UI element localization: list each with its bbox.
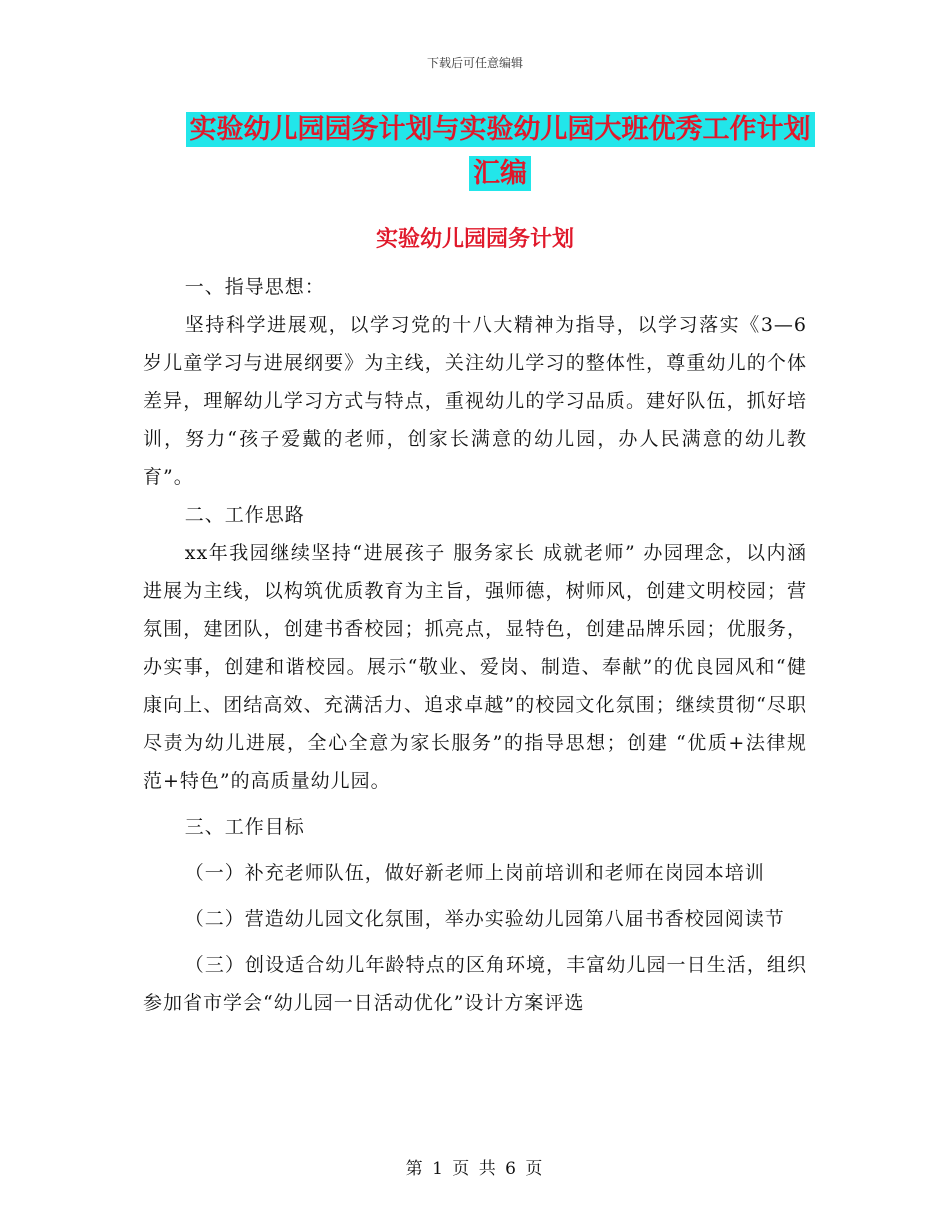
- title-line-1: 实验幼儿园园务计划与实验幼儿园大班优秀工作计划: [186, 112, 815, 147]
- header-note: 下载后可任意编辑: [426, 56, 523, 70]
- document-body: [143, 268, 807, 1022]
- document-title: [140, 108, 860, 196]
- goal-item-1: （一）补充老师队伍，做好新老师上岗前培训和老师在岗园本培训: [184, 862, 765, 884]
- paragraph-work-ideas: xx年我园继续坚持“进展孩子 服务家长 成就老师” 办园理念，以内涵进展为主线，以构筑优质教育为主旨，强师德，树师风，创建文明校园；营氛围，建团队，创建书香校园；抓亮点，显特色，创建品牌乐园；优服务，办实事，创建和谐校园。展示“敬业、爱岗、制造、奉献”的优良园风和“健康向上、团结高效、充满活力、追求卓越”的校园文化氛围；继续贯彻“尽职尽责为幼儿进展，全心全意为家长服务”的指导思想；创建 “优质+法律规范+特色”的高质量幼儿园。: [143, 542, 807, 792]
- goal-item-3: （三）创设适合幼儿年龄特点的区角环境，丰富幼儿园一日生活，组织参加省市学会“幼儿园一日活动优化”设计方案评选: [143, 954, 807, 1014]
- heading-work-ideas: 二、工作思路: [184, 504, 305, 526]
- page-footer: 第 1 页 共 6 页: [405, 1159, 545, 1179]
- goal-item-2: （二）营造幼儿园文化氛围，举办实验幼儿园第八届书香校园阅读节: [184, 908, 785, 930]
- section-title: 实验幼儿园园务计划: [375, 226, 574, 252]
- paragraph-guiding-ideology: 坚持科学进展观，以学习党的十八大精神为指导，以学习落实《3—6岁儿童学习与进展纲要》为主线，关注幼儿学习的整体性，尊重幼儿的个体差异，理解幼儿学习方式与特点，重视幼儿的学习品质。建好队伍，抓好培训，努力“孩子爱戴的老师，创家长满意的幼儿园，办人民满意的幼儿教育”。: [143, 314, 807, 488]
- heading-guiding-ideology: 一、指导思想：: [184, 276, 325, 298]
- title-line-2: 汇编: [469, 156, 531, 191]
- heading-work-goals: 三、工作目标: [184, 816, 305, 838]
